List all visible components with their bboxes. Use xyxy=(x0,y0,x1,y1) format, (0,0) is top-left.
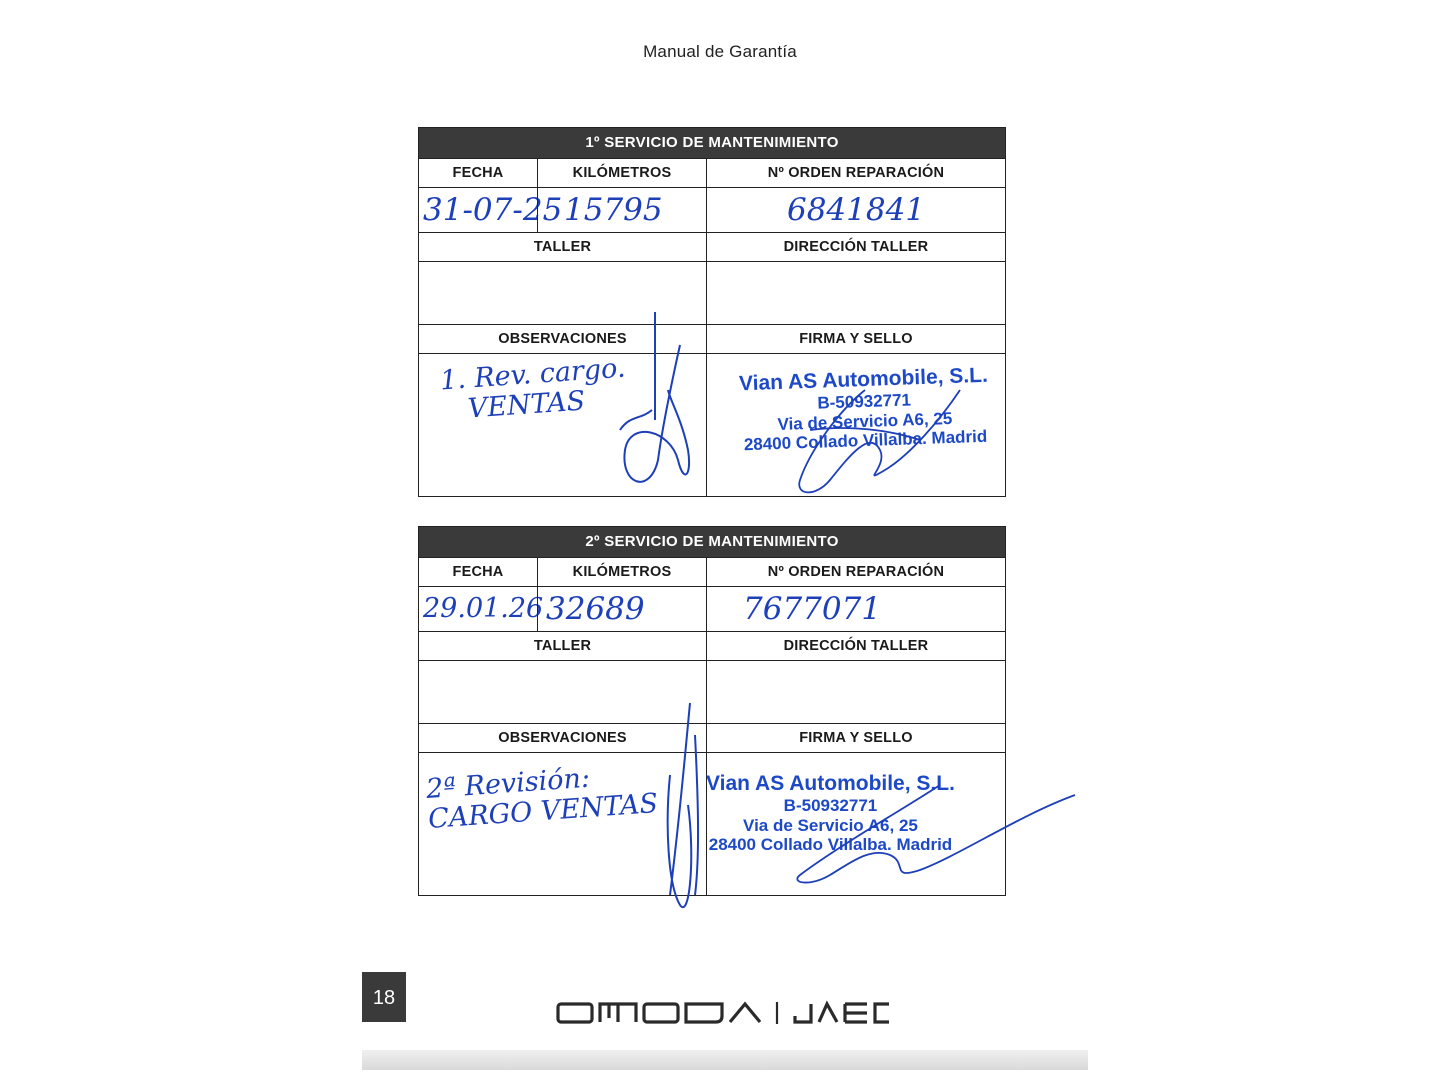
direccion-value xyxy=(706,661,1005,723)
observaciones-cell xyxy=(419,354,706,496)
stamp-address: Via de Servicio A6, 25 xyxy=(743,815,918,835)
taller-label: TALLER xyxy=(533,638,592,654)
fecha-value: 29.01.26 xyxy=(423,593,544,624)
fecha-label: FECHA xyxy=(452,165,504,181)
labels-row xyxy=(419,557,1005,586)
kilometros-value: 32689 xyxy=(537,587,706,631)
values-row xyxy=(419,586,1005,631)
direccion-label: DIRECCIÓN TALLER xyxy=(706,233,1005,261)
firma-label: FIRMA Y SELLO xyxy=(706,724,1005,752)
company-stamp-1 xyxy=(739,364,991,455)
observaciones-value: 1. Rev. cargo. VENTAS xyxy=(439,352,627,427)
page-header-title: Manual de Garantía xyxy=(643,42,797,61)
stamp-address: Via de Servicio A6, 25 xyxy=(777,408,953,434)
taller-labels-row xyxy=(419,631,1005,660)
taller-value xyxy=(419,262,706,324)
orden-label: Nº ORDEN REPARACIÓN xyxy=(706,159,1005,187)
direccion-label: DIRECCIÓN TALLER xyxy=(706,632,1005,660)
taller-values-row xyxy=(419,660,1005,723)
card-title: 1º SERVICIO DE MANTENIMIENTO xyxy=(419,128,1005,158)
stamp-city: 28400 Collado Villalba. Madrid xyxy=(743,426,988,455)
taller-value xyxy=(419,661,706,723)
observaciones-label: OBSERVACIONES xyxy=(498,331,627,347)
page-bottom-edge xyxy=(362,1050,1088,1070)
stamp-cif: B-50932771 xyxy=(817,390,912,413)
taller-values-row xyxy=(419,261,1005,324)
orden-label: Nº ORDEN REPARACIÓN xyxy=(706,558,1005,586)
orden-value: 7677071 xyxy=(706,587,1005,631)
observaciones-label: OBSERVACIONES xyxy=(498,730,627,746)
kilometros-label: KILÓMETROS xyxy=(537,159,706,187)
fecha-label: FECHA xyxy=(452,564,504,580)
stamp-company-name: Vian AS Automobile, S.L. xyxy=(738,363,989,396)
fecha-value: 31-07-25 xyxy=(423,192,563,228)
company-stamp-2 xyxy=(706,772,955,855)
orden-value: 6841841 xyxy=(706,188,1005,232)
values-row xyxy=(419,187,1005,232)
obs-labels-row xyxy=(419,324,1005,353)
direccion-value xyxy=(706,262,1005,324)
stamp-company-name: Vian AS Automobile, S.L. xyxy=(706,772,955,795)
page-number: 18 xyxy=(362,972,406,1022)
card-title: 2º SERVICIO DE MANTENIMIENTO xyxy=(419,527,1005,557)
kilometros-label: KILÓMETROS xyxy=(537,558,706,586)
firma-label: FIRMA Y SELLO xyxy=(706,325,1005,353)
labels-row xyxy=(419,158,1005,187)
stamp-cif: B-50932771 xyxy=(783,796,878,816)
omoda-jaecoo-logo xyxy=(555,998,895,1028)
kilometros-value: 15795 xyxy=(537,188,706,232)
obs-labels-row xyxy=(419,723,1005,752)
observaciones-value: 2ª Revisión: CARGO VENTAS xyxy=(425,762,659,835)
taller-label: TALLER xyxy=(533,239,592,255)
stamp-city: 28400 Collado Villalba. Madrid xyxy=(708,835,953,855)
taller-labels-row xyxy=(419,232,1005,261)
observaciones-cell xyxy=(419,753,706,895)
